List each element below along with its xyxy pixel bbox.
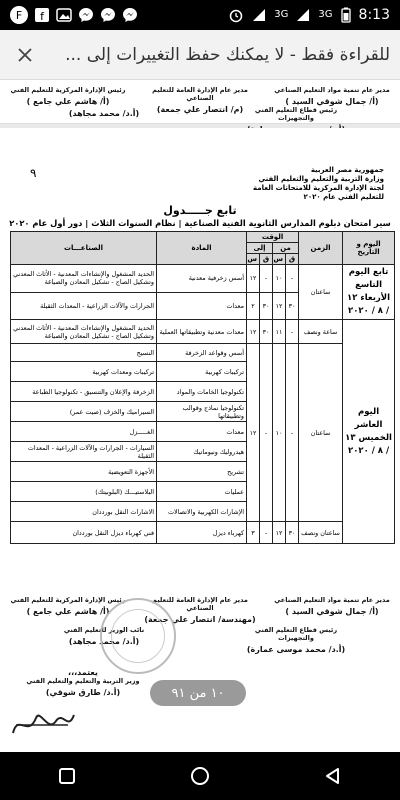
document-viewer[interactable] [0,80,400,752]
doc-subtitle: سير امتحان دبلوم المدارس الثانوية الفنية الصناعية | نظام السنوات الثلاث | دور أول عام ٢٠٢٠ [9,218,391,228]
previous-page [0,80,400,124]
doc-title: تابع جـــــدول [163,204,237,217]
back-button[interactable] [313,756,353,796]
battery-icon [341,7,351,23]
back-triangle-icon [323,766,343,786]
close-button[interactable] [10,40,40,70]
table-row: تشريح الأجهزة التعويضية [11,462,395,482]
gallery-icon [56,7,72,23]
bottom-signatures [8,596,392,624]
close-icon [17,47,33,63]
deputy-row [8,626,392,654]
status-right [228,7,390,23]
messages-count: F [10,6,28,24]
table-row: ساعتان - ١٠ - ١٢ أسس وقواعد الزخرفة النسيج [11,344,395,362]
table-row: معدات الغـــــزل [11,422,395,442]
col-to: إلى [247,243,273,254]
svg-text:f: f [40,10,44,23]
signature-block: مدير عام تنمية مواد التعليم الصناعي (أ/ جمال شوقي السيد ) [274,596,390,616]
seal-stamp [100,598,176,674]
col-subject: المادة [157,232,247,265]
handwritten-signature [8,703,78,743]
messages-icon [10,6,28,24]
signal-icon [296,8,310,22]
network-type-2: 3G [274,9,289,20]
table-row: عمليات البلاستيـــك (البلوبيتك) [11,482,395,502]
navigation-bar [0,752,400,800]
table-row: تكنولوجيا نماذج وقوالب وتطبيقاتها السيراميك والخزف (صيت عمر) [11,402,395,422]
signature-block: يعتمد،،، وزير التربية والتعليم والتعليم الفني (أ.د/ طارق شوقي) [26,668,140,697]
home-circle-icon [189,765,211,787]
signature-block: رئيس قطاع التعليم الفني والتجهيزات (أ.د/ محمد موسى عمارة) [246,626,346,654]
col-departments: الصناعـــات [11,232,157,265]
status-bar [0,0,400,30]
table-row: ٣٠ ١٢ ٣٠ ٢ معدات الجرارات والآلات الزراعية - المعدات الثقيلة [11,292,395,320]
col-from: من [273,243,299,254]
home-button[interactable] [180,756,220,796]
table-row: تكنولوجيا الخامات والمواد الزخرفة والإعلان والتنسيق - تكنولوجيا الطباعة [11,382,395,402]
exam-table-wrap [10,231,394,544]
table-row: الإشارات الكهربية والاتصالات الاشارات النقل بورددان [11,502,395,522]
col-day-date: اليوم و التاريخ [343,232,395,265]
page-number: ٩ [30,166,37,180]
messenger-icon [122,7,138,23]
signature-block: مدير عام الإدارة العامة للتعليم الصناعي (م/ انتصار علي جمعة) [152,86,248,114]
col-from-h: س [273,254,286,265]
signature-block: رئيس الإدارة المركزية للتعليم الفني (أ/ هاشم علي جامع ) [10,596,126,616]
table-row: تركيبات كهربية تركيبات ومعدات كهربية [11,362,395,382]
table-row: هيدروليك ونيوماتيك السيارات - الجرارات والآلات الزراعية - المعدات الثقيلة [11,442,395,462]
recents-button[interactable] [47,756,87,796]
square-icon [58,767,76,785]
day-cell: اليوم العاشر الخميس ١٣ / ٨ / ٢٠٢٠ [343,320,395,544]
messenger-icon [100,7,116,23]
facebook-icon [34,7,50,23]
signature-block: رئيس قطاع التعليم الفني والتجهيزات [254,106,338,122]
signature-block: (أ.د/ محمد مجاهد) [68,109,140,118]
day-cell: تابع اليوم التاسع الأربعاء ١٢ / ٨ / ٢٠٢٠ [343,265,395,320]
table-row: اليوم العاشر الخميس ١٣ / ٨ / ٢٠٢٠ ساعة ونصف - ١١ ٣٠ ١٢ معدات معدنية وتطبيقاتها العملية الحديد المشغول والإنشاءات المعدنية - الأثاث المعدني وتشكيل الصاج - تشكيل المعادن والصياغة [11,320,395,344]
alarm-icon [228,7,244,23]
ministry-header: جمهورية مصر العربية وزارة التربية والتعليم والتعليم الفني لجنة الإدارة المركزية للامتحانات العامة للتعليم الفني عام ٢٠٢٠ [253,166,384,201]
signature-block: نائب الوزير للتعليم الفني (أ.د/ محمد مجاهد) [63,626,145,646]
banner-text: للقراءة فقط - لا يمكنك حفظ التغييرات إلى ... [65,44,390,65]
table-row: تابع اليوم التاسع الأربعاء ١٢ / ٨ / ٢٠٢٠ ساعتان - ١٠ - ١٢ أسس زخرفية معدنية الحديد المشغول والإنشاءات المعدنية - الأثاث المعدني وتشكيل الصاج - تشكيل المعادن والصياغة [11,265,395,293]
signature-block: مدير عام تنمية مواد التعليم الصناعي (أ/ جمال شوقي السيد ) [274,86,390,106]
page-indicator: ١٠ من ٩١ [150,680,246,706]
signal-icon [252,8,266,22]
document-page [0,128,400,752]
status-left [10,6,138,24]
network-type-1: 3G [318,9,333,20]
messenger-icon [78,7,94,23]
col-to-m: ق [260,254,273,265]
read-only-banner [0,30,400,80]
table-row: ساعتان ونصف ٣٠ ١٢ - ٣ كهرباء ديزل فني كهرباء ديزل النقل بورددان [11,522,395,544]
status-time: 8:13 [358,7,390,23]
signature-block: رئيس الإدارة المركزية للتعليم الفني (أ/ هاشم علي جامع ) [10,86,126,106]
exam-table [10,231,395,544]
col-duration: الزمن [299,232,343,265]
col-schedule: الوقت [247,232,299,243]
col-from-m: ق [286,254,299,265]
signature-block: مدير عام الإدارة العامة للتعليم الصناعي (مهندسة/ انتصار علي جمعة) [144,596,256,624]
col-to-h: س [247,254,260,265]
